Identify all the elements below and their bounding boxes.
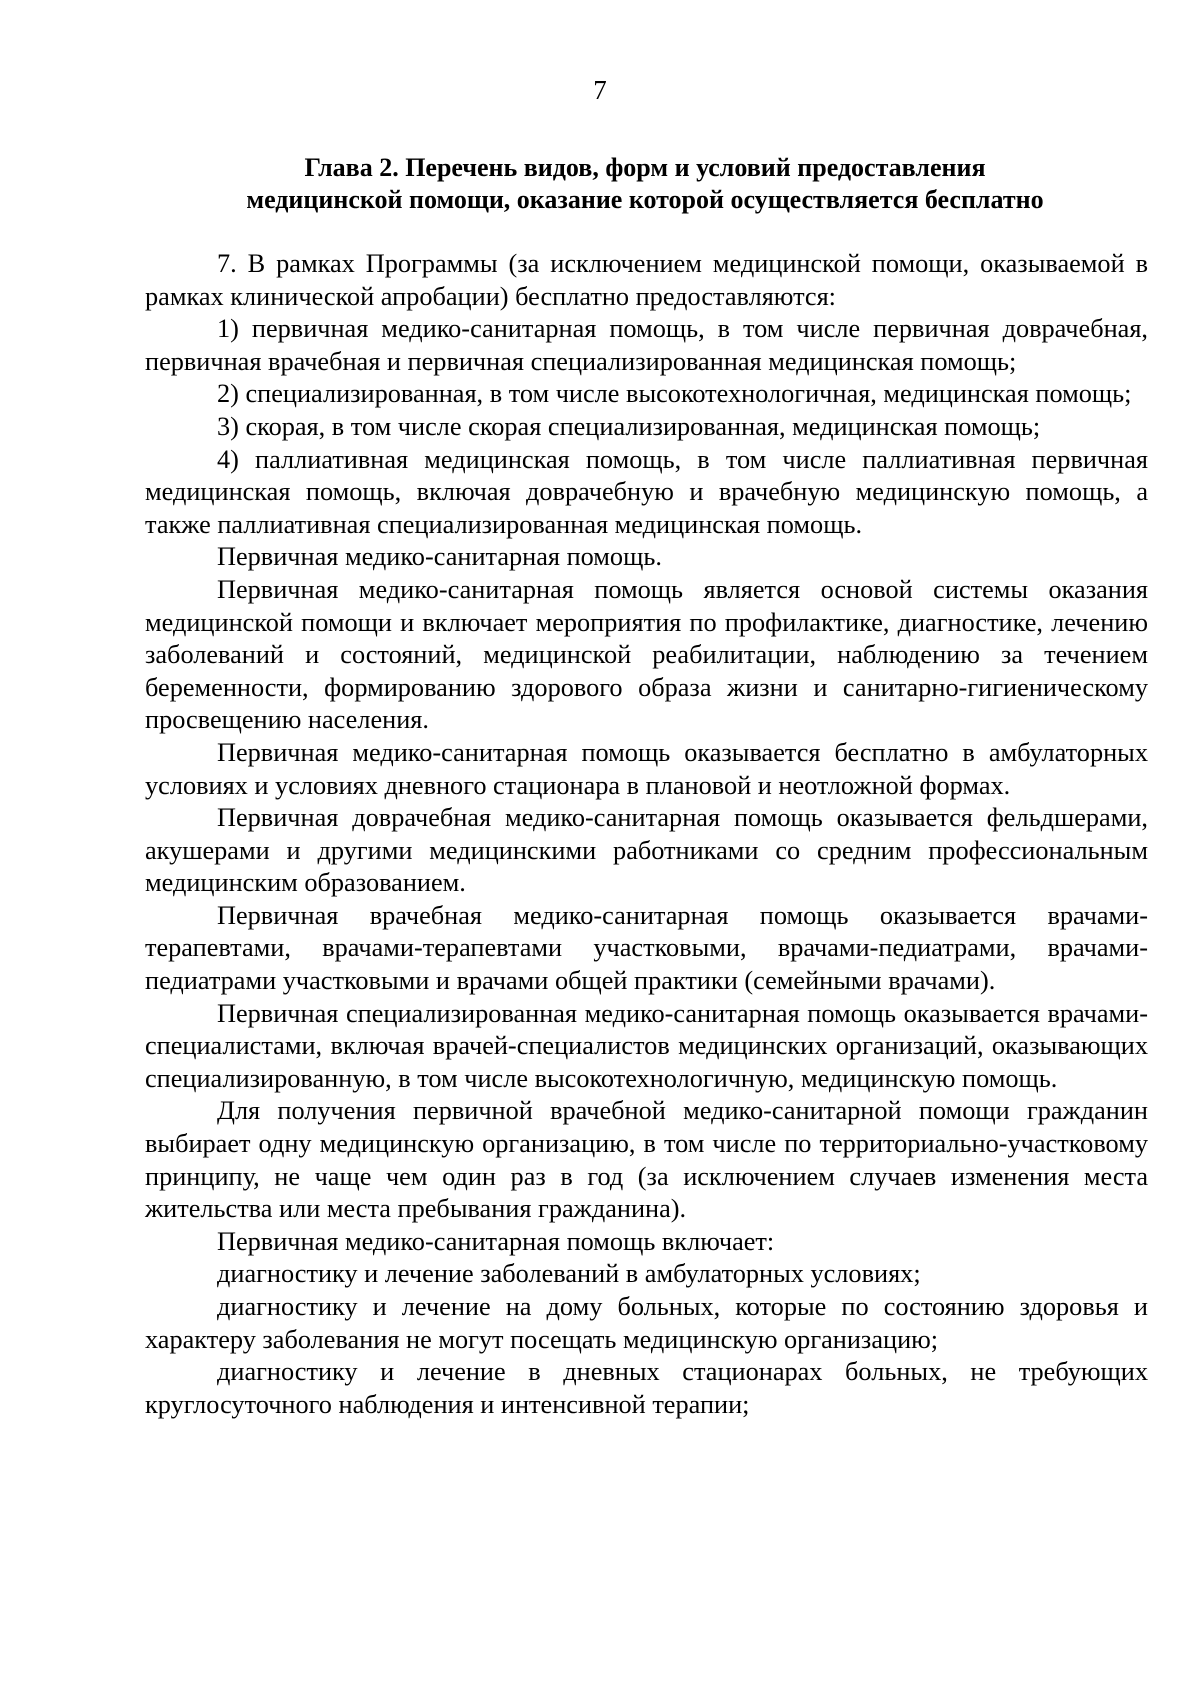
paragraph: 4) паллиативная медицинская помощь, в том числе паллиативная первичная медицинская помощь, включая доврачебную и врачебную медицинскую помощь, а также паллиативная специализированная медицинская помощь. — [145, 444, 1148, 539]
paragraph: Первичная врачебная медико-санитарная помощь оказывается врачами-терапевтами, врачами-терапевтами участковыми, врачами-педиатрами, врачами-педиатрами участковыми и врачами общей практики (семейными врачами). — [145, 900, 1148, 996]
paragraph: Для получения первичной врачебной медико-санитарной помощи гражданин выбирает одну медицинскую организацию, в том числе по территориально-участковому принципу, не чаще чем один раз в год (за исключением случаев изменения места жительства или места пребывания гражданина). — [145, 1096, 1148, 1224]
paragraph: Первичная медико-санитарная помощь. — [217, 542, 662, 572]
paragraph: Первичная медико-санитарная помощь включает: — [217, 1226, 775, 1256]
chapter-title — [145, 152, 1145, 216]
paragraph: 2) специализированная, в том числе высокотехнологичная, медицинская помощь; — [217, 379, 1132, 409]
paragraph: диагностику и лечение на дому больных, которые по состоянию здоровья и характеру заболевания не могут посещать медицинскую организацию; — [145, 1292, 1148, 1354]
page-number: 7 — [593, 75, 607, 105]
paragraph: Первичная доврачебная медико-санитарная помощь оказывается фельдшерами, акушерами и другими медицинскими работниками со средним профессиональным медицинским образованием. — [145, 803, 1148, 898]
chapter-title-line: медицинской помощи, оказание которой осуществляется бесплатно — [246, 185, 1044, 214]
paragraph: Первичная специализированная медико-санитарная помощь оказывается врачами-специалистами, включая врачей-специалистов медицинских организаций, оказывающих специализированную, в том числе высокотехнологичную, медицинскую помощь. — [145, 998, 1148, 1093]
paragraph: диагностику и лечение заболеваний в амбулаторных условиях; — [217, 1259, 921, 1289]
paragraph: Первичная медико-санитарная помощь является основой системы оказания медицинской помощи и включает мероприятия по профилактике, диагностике, лечению заболеваний и состояний, медицинской реабилитации, наблюдению за течением беременности, формированию здорового образа жизни и санитарно-гигиеническому просвещению населения. — [145, 574, 1148, 735]
chapter-title-line: Глава 2. Перечень видов, форм и условий предоставления — [304, 153, 986, 182]
paragraph: диагностику и лечение в дневных стационарах больных, не требующих круглосуточного наблюдения и интенсивной терапии; — [145, 1357, 1148, 1419]
paragraph: 1) первичная медико-санитарная помощь, в том числе первичная доврачебная, первичная врачебная и первичная специализированная медицинская помощь; — [145, 314, 1148, 376]
paragraph: 3) скорая, в том числе скорая специализированная, медицинская помощь; — [217, 411, 1041, 441]
paragraph: Первичная медико-санитарная помощь оказывается бесплатно в амбулаторных условиях и условиях дневного стационара в плановой и неотложной формах. — [145, 737, 1148, 800]
body-text — [145, 248, 1148, 1421]
paragraph: 7. В рамках Программы (за исключением медицинской помощи, оказываемой в рамках клинической апробации) бесплатно предоставляются: — [145, 249, 1148, 311]
